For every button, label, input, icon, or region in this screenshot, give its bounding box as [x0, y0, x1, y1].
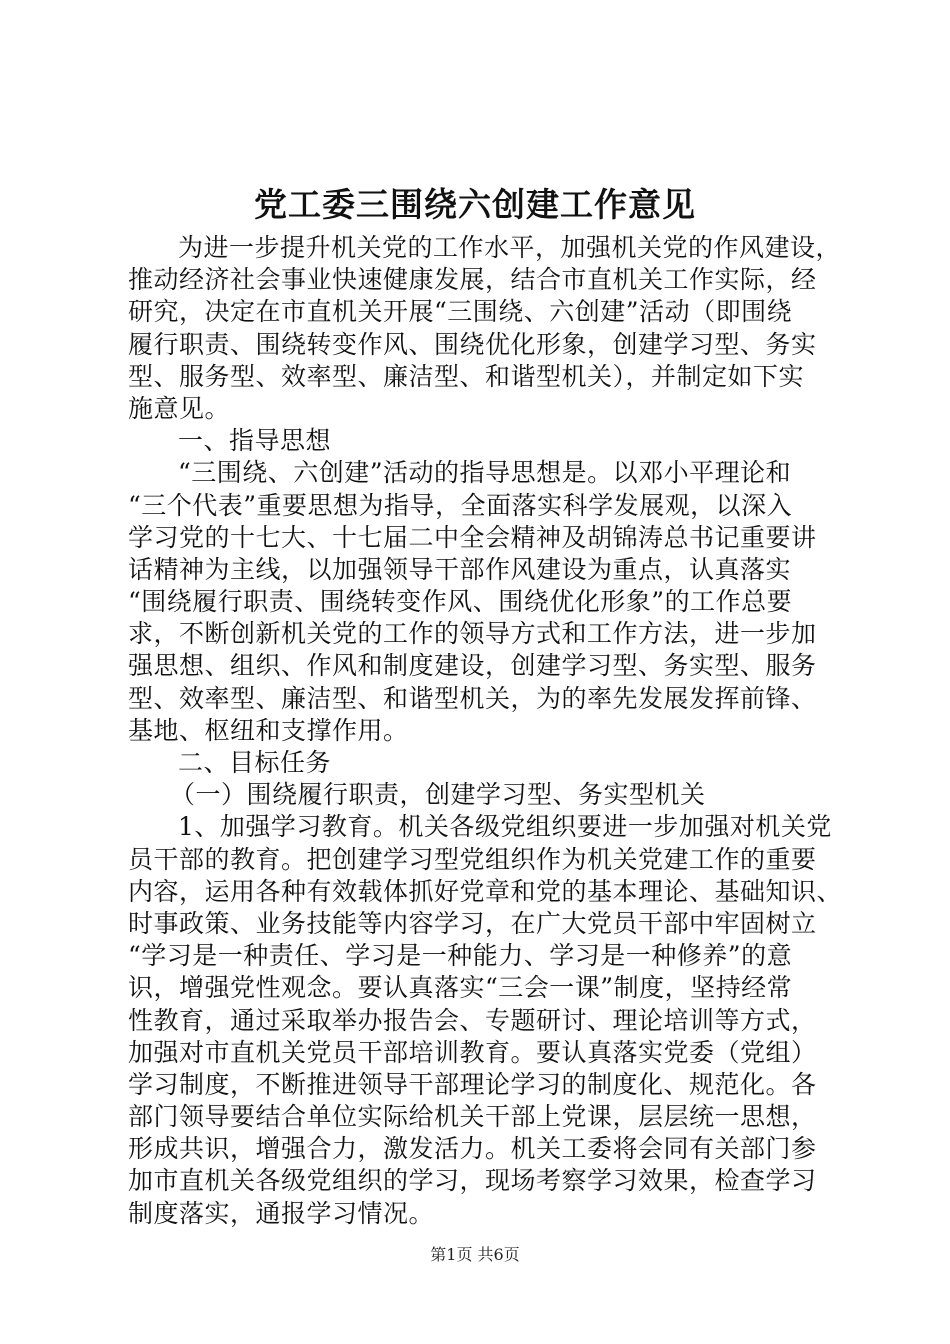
body-line: 强思想、组织、作风和制度建设，创建学习型、务实型、服务 — [128, 651, 817, 681]
body-line: 识，增强党性观念。要认真落实“三会一课”制度，坚持经常 — [128, 973, 793, 1003]
body-line: 求，不断创新机关党的工作的领导方式和工作方法，进一步加 — [128, 619, 817, 649]
section-heading: 一、指导思想 — [178, 426, 332, 456]
page-footer: 第1页 共6页 — [430, 1245, 520, 1264]
body-line: 员干部的教育。把创建学习型党组织作为机关党建工作的重要 — [128, 844, 817, 874]
body-line: 推动经济社会事业快速健康发展，结合市直机关工作实际，经 — [128, 265, 817, 295]
body-line: 学习党的十七大、十七届二中全会精神及胡锦涛总书记重要讲 — [128, 522, 817, 552]
body-line: 话精神为主线，以加强领导干部作风建设为重点，认真落实 — [128, 554, 792, 584]
document-title: 党工委三围绕六创建工作意见 — [254, 185, 696, 224]
body-line: 时事政策、业务技能等内容学习，在广大党员干部中牢固树立 — [128, 908, 817, 938]
body-line: 型、服务型、效率型、廉洁型、和谐型机关），并制定如下实 — [128, 361, 805, 391]
section-heading: 二、目标任务 — [178, 748, 332, 777]
body-line: “三围绕、六创建”活动的指导思想是。以邓小平理论和 — [178, 458, 792, 488]
body-line: 施意见。 — [128, 393, 231, 423]
body-line: 1、加强学习教育。机关各级党组织要进一步加强对机关党 — [178, 812, 832, 842]
body-line: 部门领导要结合单位实际给机关干部上党课，层层统一思想， — [128, 1102, 817, 1132]
document-body — [128, 232, 843, 1230]
body-line: 形成共识，增强合力，激发活力。机关工委将会同有关部门参 — [128, 1134, 817, 1164]
body-line: 性教育，通过采取举办报告会、专题研讨、理论培训等方式， — [128, 1005, 817, 1035]
body-line: 学习制度，不断推进领导干部理论学习的制度化、规范化。各 — [128, 1069, 817, 1099]
body-line: 为进一步提升机关党的工作水平，加强机关党的作风建设， — [178, 233, 842, 262]
body-line: 制度落实，通报学习情况。 — [128, 1198, 435, 1228]
body-line: 研究，决定在市直机关开展“三围绕、六创建”活动（即围绕 — [128, 297, 793, 327]
body-line: “三个代表”重要思想为指导，全面落实科学发展观，以深入 — [128, 490, 793, 520]
body-line: 内容，运用各种有效载体抓好党章和党的基本理论、基础知识、 — [128, 876, 843, 906]
body-line: 履行职责、围绕转变作风、围绕优化形象，创建学习型、务实 — [128, 329, 817, 359]
subsection-heading: （一）围绕履行职责，创建学习型、务实型机关 — [170, 780, 706, 810]
body-line: “学习是一种责任、学习是一种能力、学习是一种修养”的意 — [128, 941, 793, 971]
body-line: 型、效率型、廉洁型、和谐型机关，为的率先发展发挥前锋、 — [128, 683, 817, 713]
body-line: 加强对市直机关党员干部培训教育。要认真落实党委（党组） — [128, 1037, 817, 1067]
body-line: 加市直机关各级党组织的学习，现场考察学习效果，检查学习 — [128, 1166, 817, 1196]
body-line: “围绕履行职责、围绕转变作风、围绕优化形象”的工作总要 — [128, 587, 793, 617]
body-line: 基地、枢纽和支撑作用。 — [128, 715, 409, 745]
